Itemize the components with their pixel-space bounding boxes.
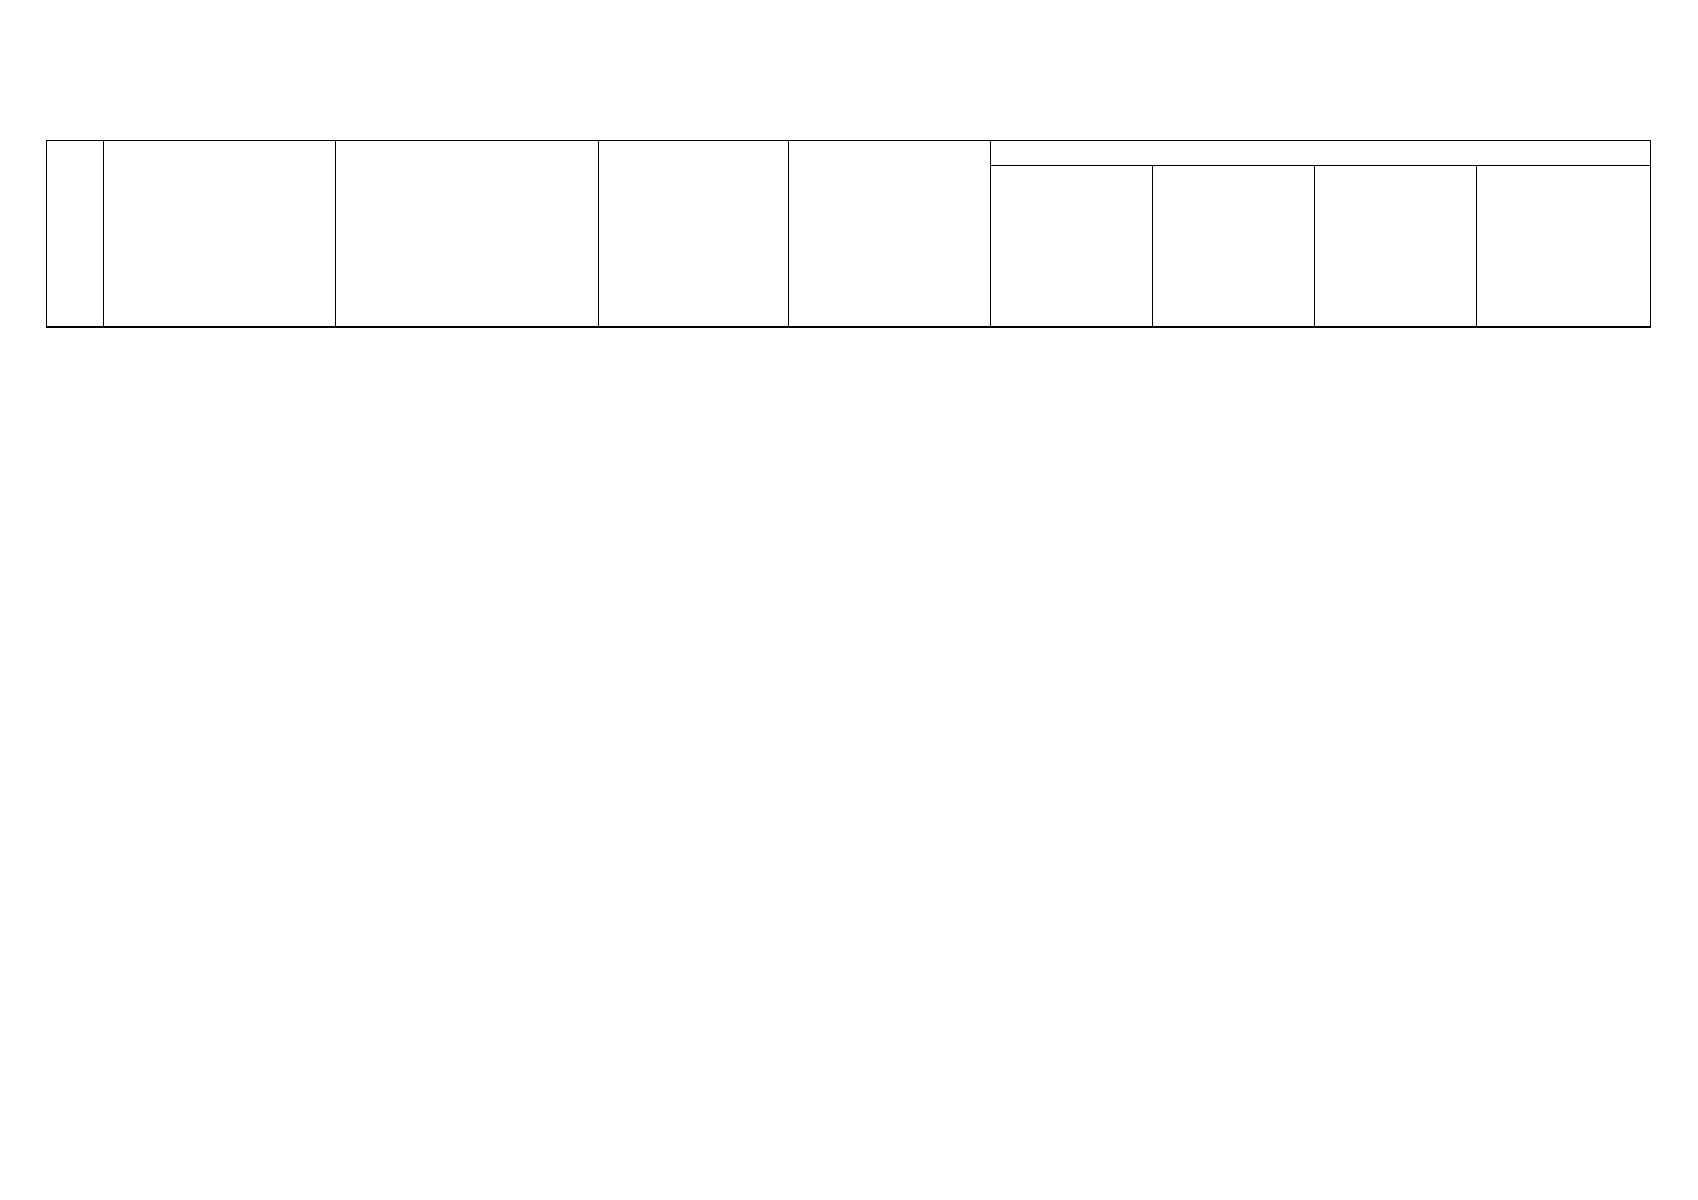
header-federal xyxy=(1153,166,1315,327)
header-location xyxy=(336,141,599,327)
header-num xyxy=(47,141,104,327)
header-name xyxy=(104,141,336,327)
financing-table xyxy=(46,140,1651,328)
header-extrabudget xyxy=(1477,166,1651,327)
header-terms xyxy=(789,141,991,327)
header-sources xyxy=(991,141,1651,166)
header-executors xyxy=(599,141,789,327)
header-consolidated xyxy=(1315,166,1477,327)
header-total xyxy=(991,166,1153,327)
section-title xyxy=(47,327,1651,328)
